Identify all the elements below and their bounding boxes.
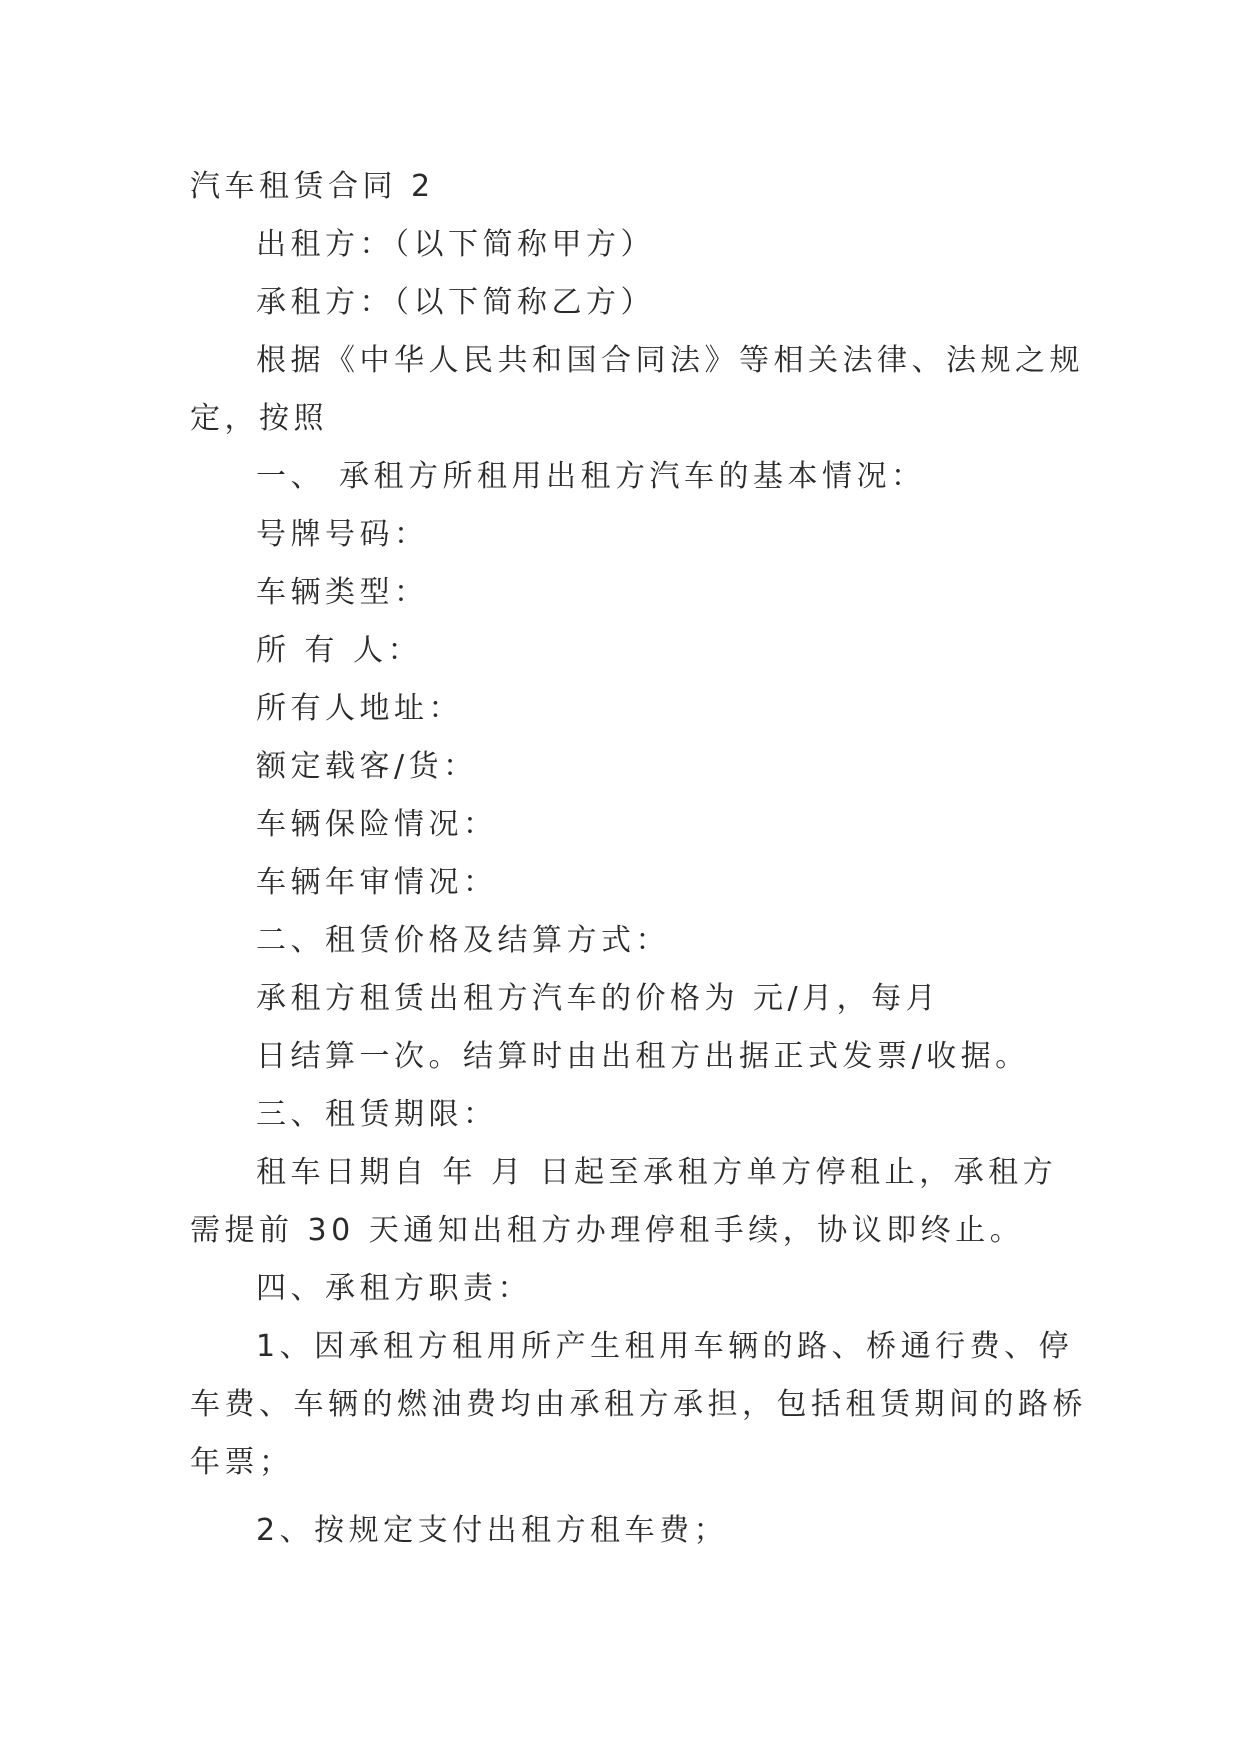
legal-basis-line: 根据《中华人民共和国合同法》等相关法律、法规之规 <box>256 343 1084 378</box>
duty-1-continuation: 车费、车辆的燃油费均由承租方承担，包括租赁期间的路桥 <box>190 1387 1087 1422</box>
duty-1-end: 年票； <box>190 1445 294 1480</box>
vehicle-type-field: 车辆类型： <box>256 575 429 610</box>
section-1-heading: 一、 承租方所租用出租方汽车的基本情况： <box>256 459 926 494</box>
lessee-line: 承租方：（以下简称乙方） <box>256 285 655 320</box>
plate-number-field: 号牌号码： <box>256 517 429 552</box>
lessor-line: 出租方：（以下简称甲方） <box>256 227 655 262</box>
price-line: 承租方租赁出租方汽车的价格为 元/月，每月 <box>256 981 941 1016</box>
duty-1-line: 1、因承租方租用所产生租用车辆的路、桥通行费、停 <box>256 1329 1074 1364</box>
insurance-status-field: 车辆保险情况： <box>256 807 498 842</box>
owner-field: 所 有 人： <box>256 633 423 668</box>
legal-basis-continuation: 定，按照 <box>190 401 328 436</box>
section-2-heading: 二、租赁价格及结算方式： <box>256 923 670 958</box>
section-4-heading: 四、承租方职责： <box>256 1271 532 1306</box>
duty-2-line: 2、按规定支付出租方租车费； <box>256 1513 729 1548</box>
document-title: 汽车租赁合同 2 <box>190 169 435 204</box>
rated-capacity-field: 额定载客/货： <box>256 749 478 784</box>
owner-address-field: 所有人地址： <box>256 691 463 726</box>
rental-period-continuation: 需提前 30 天通知出租方办理停租手续，协议即终止。 <box>190 1213 1025 1248</box>
annual-inspection-field: 车辆年审情况： <box>256 865 498 900</box>
rental-period-line: 租车日期自 年 月 日起至承租方单方停租止，承租方 <box>256 1155 1058 1190</box>
section-3-heading: 三、租赁期限： <box>256 1097 498 1132</box>
settlement-line: 日结算一次。结算时由出租方出据正式发票/收据。 <box>256 1039 1030 1074</box>
